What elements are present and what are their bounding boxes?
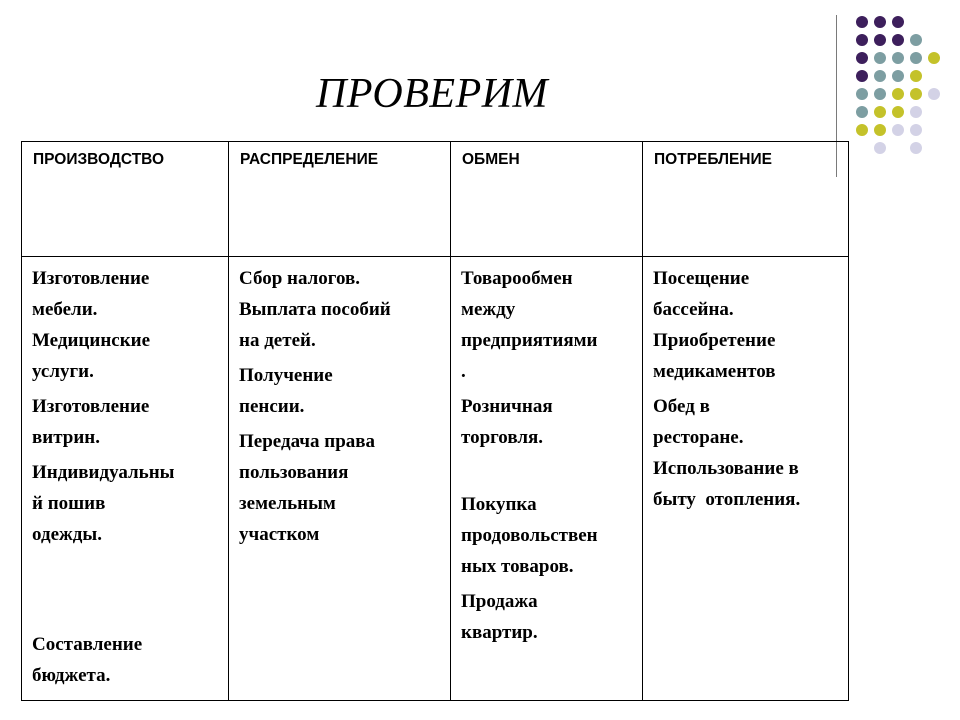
text-line: Изготовление (32, 268, 150, 289)
text-line: ресторане. (653, 427, 744, 448)
decorative-dot (874, 16, 886, 28)
cell-production (22, 257, 229, 701)
text-line: Изготовление (32, 396, 150, 417)
text-line: бюджета. (32, 665, 111, 686)
header-exchange: ОБМЕН (451, 142, 643, 257)
text-line: й пошив (32, 493, 106, 514)
decorative-dot (856, 88, 868, 100)
cell-paragraph (461, 586, 634, 648)
decorative-dot (910, 142, 922, 154)
cell-paragraph (461, 263, 634, 387)
decorative-dot (856, 124, 868, 136)
table-row (22, 257, 849, 701)
cell-paragraph (32, 391, 220, 453)
text-line: бассейна. (653, 299, 734, 320)
text-line: Индивидуальны (32, 462, 175, 483)
text-line: медикаментов (653, 361, 776, 382)
cell-paragraph (653, 391, 840, 515)
text-line: Передача права (239, 431, 376, 452)
text-line: ных товаров. (461, 556, 574, 577)
text-line: пенсии. (239, 396, 305, 417)
text-line: Розничная (461, 396, 553, 417)
decorative-dot (856, 16, 868, 28)
cell-paragraph (32, 629, 142, 691)
text-line: Обед в (653, 396, 710, 417)
decorative-dot (874, 52, 886, 64)
text-line: участком (239, 524, 320, 545)
header-production: ПРОИЗВОДСТВО (22, 142, 229, 257)
text-line: быту отопления. (653, 489, 801, 510)
page-title: ПРОВЕРИМ (316, 71, 549, 117)
decorative-dot (856, 70, 868, 82)
text-line: услуги. (32, 361, 94, 382)
decorative-dot (910, 34, 922, 46)
text-line: торговля. (461, 427, 544, 448)
text-line: Составление (32, 634, 143, 655)
decorative-dot (910, 106, 922, 118)
decorative-dot (874, 124, 886, 136)
text-line: земельным (239, 493, 336, 514)
decorative-dot (874, 88, 886, 100)
text-line: между (461, 299, 516, 320)
decorative-dot (892, 88, 904, 100)
decorative-dot (892, 124, 904, 136)
cell-paragraph (239, 360, 442, 422)
decorative-dot (874, 142, 886, 154)
text-line: Медицинские (32, 330, 151, 351)
text-line: Выплата пособий (239, 299, 391, 320)
decorative-dot (910, 70, 922, 82)
text-line: Сбор налогов. (239, 268, 360, 289)
decorative-dot (874, 34, 886, 46)
cell-paragraph (461, 489, 634, 582)
decorative-dot (874, 70, 886, 82)
text-line: витрин. (32, 427, 100, 448)
header-distribution: РАСПРЕДЕЛЕНИЕ (229, 142, 451, 257)
text-line: Использование в (653, 458, 799, 479)
decorative-dot (910, 52, 922, 64)
text-line: одежды. (32, 524, 102, 545)
cell-consumption (643, 257, 849, 701)
text-line: Приобретение (653, 330, 776, 351)
decorative-dot (892, 16, 904, 28)
cell-paragraph (239, 263, 442, 356)
header-consumption: ПОТРЕБЛЕНИЕ (643, 142, 849, 257)
cell-paragraph (461, 391, 634, 453)
decorative-dot (856, 34, 868, 46)
cell-paragraph (32, 457, 220, 550)
decorative-dot (892, 106, 904, 118)
text-line: Продажа (461, 591, 538, 612)
decorative-dot (892, 52, 904, 64)
text-line: квартир. (461, 622, 538, 643)
text-line: . (461, 361, 466, 382)
text-line: пользования (239, 462, 349, 483)
decorative-dot (928, 52, 940, 64)
text-line: Посещение (653, 268, 750, 289)
cell-paragraph (239, 426, 442, 550)
decorative-dot (910, 124, 922, 136)
text-line: мебели. (32, 299, 98, 320)
cell-paragraph (653, 263, 840, 387)
decorative-dot (892, 34, 904, 46)
decorative-dot (856, 52, 868, 64)
economy-activities-table (21, 141, 849, 701)
cell-paragraph (32, 263, 220, 387)
text-line: Получение (239, 365, 333, 386)
decorative-dot (928, 88, 940, 100)
text-line: предприятиями (461, 330, 598, 351)
text-line: на детей. (239, 330, 316, 351)
text-line: Покупка (461, 494, 537, 515)
text-line: Товарообмен (461, 268, 573, 289)
decorative-dot (874, 106, 886, 118)
text-line: продовольствен (461, 525, 598, 546)
decorative-dot (856, 106, 868, 118)
decorative-dot (910, 88, 922, 100)
decorative-dot (892, 70, 904, 82)
table-header-row (22, 142, 849, 257)
cell-exchange (451, 257, 643, 701)
cell-distribution (229, 257, 451, 701)
